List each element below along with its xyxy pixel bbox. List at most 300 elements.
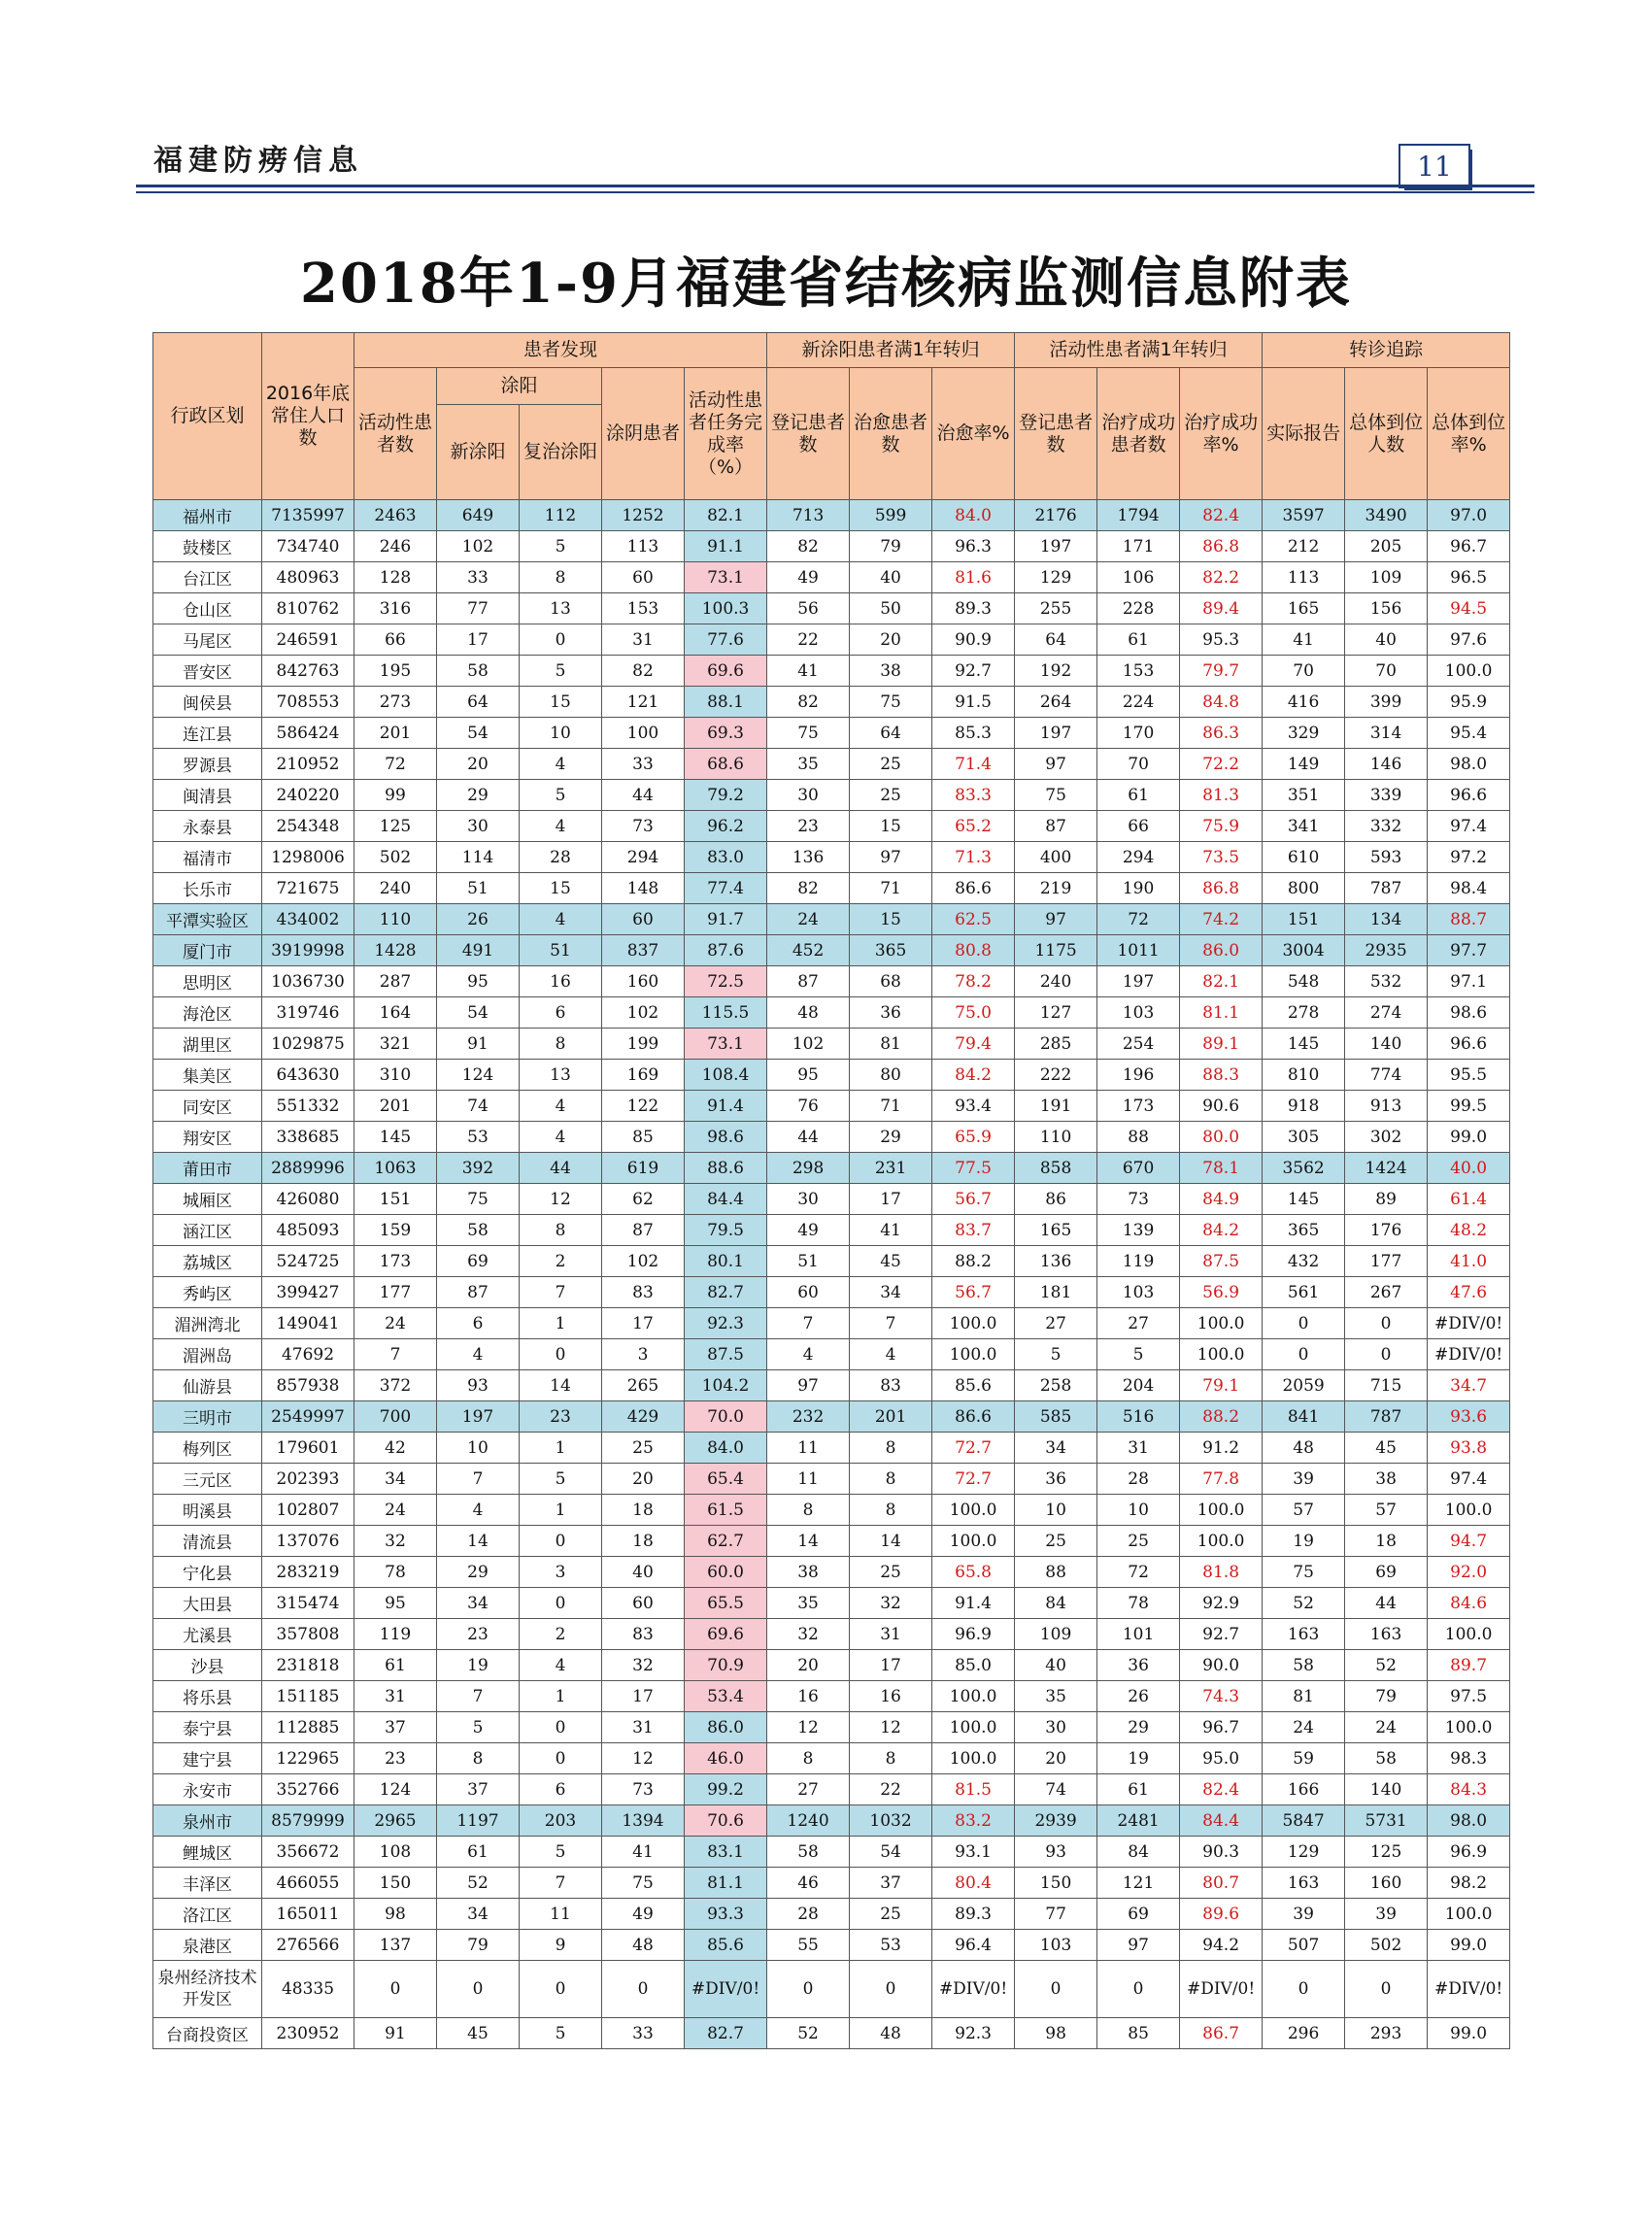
table-cell: 10 — [1097, 1495, 1180, 1526]
table-cell: 79.2 — [685, 780, 767, 811]
table-row — [153, 1712, 1510, 1743]
table-cell: 40 — [850, 562, 932, 593]
table-cell: 112885 — [262, 1712, 354, 1743]
table-cell: 191 — [1015, 1091, 1097, 1122]
table-cell: 86 — [1015, 1184, 1097, 1215]
publication-name: 福建防痨信息 — [153, 144, 363, 178]
table-cell: 1 — [520, 1495, 602, 1526]
table-cell: 75.0 — [932, 997, 1015, 1029]
table-cell: 196 — [1097, 1060, 1180, 1091]
table-cell: 24 — [1263, 1712, 1345, 1743]
table-cell: 82 — [602, 656, 685, 687]
table-row — [153, 1588, 1510, 1619]
table-cell: 74.3 — [1180, 1681, 1263, 1712]
table-cell: 23 — [437, 1619, 520, 1650]
table-cell: 30 — [437, 811, 520, 842]
table-cell: 74 — [437, 1091, 520, 1122]
table-cell: 38 — [1345, 1464, 1428, 1495]
table-cell: 8 — [437, 1743, 520, 1774]
table-cell: 82.7 — [685, 2018, 767, 2049]
table-cell: 452 — [767, 935, 850, 966]
table-cell: 98.6 — [685, 1122, 767, 1153]
table-cell: 53 — [437, 1122, 520, 1153]
table-row — [153, 1805, 1510, 1837]
table-cell: 61 — [437, 1837, 520, 1868]
region-name-cell: 连江县 — [153, 718, 262, 749]
table-cell: #DIV/0! — [932, 1961, 1015, 2018]
table-cell: 86.8 — [1180, 873, 1263, 904]
table-cell: 232 — [767, 1401, 850, 1433]
table-row — [153, 1029, 1510, 1060]
table-cell: 22 — [850, 1774, 932, 1805]
table-cell: 20 — [767, 1650, 850, 1681]
table-cell: 10 — [1015, 1495, 1097, 1526]
table-cell: 197 — [1015, 531, 1097, 562]
table-cell: 92.7 — [1180, 1619, 1263, 1650]
table-cell: 551332 — [262, 1091, 354, 1122]
table-cell: 75 — [602, 1868, 685, 1899]
table-cell: 92.7 — [932, 656, 1015, 687]
table-row — [153, 1091, 1510, 1122]
table-cell: 228 — [1097, 593, 1180, 624]
table-cell: 104.2 — [685, 1370, 767, 1401]
table-cell: 429 — [602, 1401, 685, 1433]
table-cell: 7 — [437, 1464, 520, 1495]
region-name-cell: 湄洲岛 — [153, 1339, 262, 1370]
table-cell: 48335 — [262, 1961, 354, 2018]
table-cell: 35 — [767, 749, 850, 780]
region-name-cell: 同安区 — [153, 1091, 262, 1122]
table-cell: 5 — [437, 1712, 520, 1743]
table-cell: 7 — [767, 1308, 850, 1339]
header-rule — [136, 185, 1534, 187]
table-row — [153, 811, 1510, 842]
table-cell: 29 — [437, 1557, 520, 1588]
table-cell: 84.8 — [1180, 687, 1263, 718]
col-rf-arrived: 总体到位人数 — [1345, 368, 1428, 500]
table-cell: 71.4 — [932, 749, 1015, 780]
table-cell: 81 — [850, 1029, 932, 1060]
col-active-patients: 活动性患者数 — [354, 368, 437, 500]
table-cell: 585 — [1015, 1401, 1097, 1433]
table-cell: 34.7 — [1428, 1370, 1510, 1401]
table-cell: 310 — [354, 1060, 437, 1091]
region-name-cell: 丰泽区 — [153, 1868, 262, 1899]
table-cell: 1 — [520, 1433, 602, 1464]
table-cell: 70.6 — [685, 1805, 767, 1837]
table-cell: 177 — [1345, 1246, 1428, 1277]
table-cell: 17 — [850, 1650, 932, 1681]
table-cell: 7 — [437, 1681, 520, 1712]
table-row — [153, 1401, 1510, 1433]
table-cell: 287 — [354, 966, 437, 997]
table-cell: 8 — [850, 1495, 932, 1526]
table-cell: 40 — [602, 1557, 685, 1588]
table-cell: 610 — [1263, 842, 1345, 873]
table-cell: 65.5 — [685, 1588, 767, 1619]
table-cell: 33 — [602, 749, 685, 780]
table-row — [153, 593, 1510, 624]
table-cell: 82.4 — [1180, 500, 1263, 531]
region-name-cell: 湖里区 — [153, 1029, 262, 1060]
table-cell: 254 — [1097, 1029, 1180, 1060]
table-cell: 136 — [1015, 1246, 1097, 1277]
table-cell: 173 — [354, 1246, 437, 1277]
region-name-cell: 福清市 — [153, 842, 262, 873]
table-cell: 4 — [520, 1650, 602, 1681]
table-cell: 8 — [767, 1743, 850, 1774]
table-cell: 80.8 — [932, 935, 1015, 966]
table-cell: 92.3 — [685, 1308, 767, 1339]
table-cell: 1794 — [1097, 500, 1180, 531]
table-cell: 30 — [767, 1184, 850, 1215]
table-row — [153, 1774, 1510, 1805]
table-cell: 48 — [602, 1930, 685, 1961]
table-cell: 79.5 — [685, 1215, 767, 1246]
table-cell: 721675 — [262, 873, 354, 904]
table-cell: 81.1 — [685, 1868, 767, 1899]
table-cell: 14 — [850, 1526, 932, 1557]
table-cell: 294 — [602, 842, 685, 873]
table-cell: 145 — [1263, 1029, 1345, 1060]
table-cell: 4 — [850, 1339, 932, 1370]
table-cell: 44 — [602, 780, 685, 811]
table-cell: 65.8 — [932, 1557, 1015, 1588]
table-cell: 128 — [354, 562, 437, 593]
col-new-positive: 新涂阳 — [437, 405, 520, 500]
table-cell: 96.6 — [1428, 1029, 1510, 1060]
table-cell: 199 — [602, 1029, 685, 1060]
table-cell: 97.0 — [1428, 500, 1510, 531]
table-cell: 23 — [520, 1401, 602, 1433]
table-cell: 48 — [850, 2018, 932, 2049]
table-cell: 47692 — [262, 1339, 354, 1370]
table-cell: 285 — [1015, 1029, 1097, 1060]
table-cell: 93 — [1015, 1837, 1097, 1868]
table-cell: 56.9 — [1180, 1277, 1263, 1308]
table-cell: 56.7 — [932, 1184, 1015, 1215]
table-cell: 12 — [520, 1184, 602, 1215]
table-cell: 34 — [437, 1899, 520, 1930]
table-cell: 69 — [1097, 1899, 1180, 1930]
table-cell: 149 — [1263, 749, 1345, 780]
table-row — [153, 1370, 1510, 1401]
table-cell: 365 — [1263, 1215, 1345, 1246]
table-cell: 79 — [1345, 1681, 1428, 1712]
region-name-cell: 泉州经济技术开发区 — [153, 1961, 262, 2018]
table-cell: 100.0 — [1428, 1619, 1510, 1650]
table-cell: 100.3 — [685, 593, 767, 624]
table-cell: 0 — [354, 1961, 437, 2018]
region-name-cell: 晋安区 — [153, 656, 262, 687]
table-cell: 150 — [1015, 1868, 1097, 1899]
table-cell: 25 — [602, 1433, 685, 1464]
table-row — [153, 842, 1510, 873]
table-cell: 121 — [1097, 1868, 1180, 1899]
table-cell: 100.0 — [1180, 1526, 1263, 1557]
table-cell: 54 — [437, 718, 520, 749]
table-cell: 98.4 — [1428, 873, 1510, 904]
table-cell: 37 — [354, 1712, 437, 1743]
table-cell: 25 — [850, 1557, 932, 1588]
table-row — [153, 873, 1510, 904]
table-cell: 75 — [1015, 780, 1097, 811]
table-cell: 0 — [602, 1961, 685, 2018]
table-cell: 61 — [1097, 1774, 1180, 1805]
table-cell: 81.5 — [932, 1774, 1015, 1805]
table-cell: 416 — [1263, 687, 1345, 718]
table-cell: 64 — [1015, 624, 1097, 656]
table-cell: 83 — [602, 1619, 685, 1650]
table-cell: 857938 — [262, 1370, 354, 1401]
table-row — [153, 1495, 1510, 1526]
table-cell: 99.2 — [685, 1774, 767, 1805]
table-cell: 1011 — [1097, 935, 1180, 966]
table-cell: 31 — [1097, 1433, 1180, 1464]
table-cell: 164 — [354, 997, 437, 1029]
table-cell: 83 — [602, 1277, 685, 1308]
table-cell: 0 — [1263, 1961, 1345, 2018]
table-row — [153, 656, 1510, 687]
table-cell: 15 — [850, 811, 932, 842]
table-cell: 264 — [1015, 687, 1097, 718]
table-cell: 97 — [1097, 1930, 1180, 1961]
table-cell: 2 — [520, 1246, 602, 1277]
table-cell: 77.4 — [685, 873, 767, 904]
table-cell: 56 — [767, 593, 850, 624]
table-cell: 54 — [437, 997, 520, 1029]
table-cell: 81 — [1263, 1681, 1345, 1712]
table-row — [153, 1308, 1510, 1339]
table-cell: 50 — [850, 593, 932, 624]
table-cell: 119 — [354, 1619, 437, 1650]
table-cell: 38 — [850, 656, 932, 687]
table-cell: 36 — [1097, 1650, 1180, 1681]
table-cell: 11 — [767, 1464, 850, 1495]
table-row — [153, 1184, 1510, 1215]
table-cell: 124 — [354, 1774, 437, 1805]
table-row — [153, 624, 1510, 656]
table-cell: 258 — [1015, 1370, 1097, 1401]
table-cell: 13 — [520, 593, 602, 624]
table-cell: 332 — [1345, 811, 1428, 842]
table-cell: 32 — [850, 1588, 932, 1619]
table-cell: 125 — [354, 811, 437, 842]
table-cell: 72 — [1097, 904, 1180, 935]
table-row — [153, 1526, 1510, 1557]
table-cell: 432 — [1263, 1246, 1345, 1277]
table-cell: 17 — [437, 624, 520, 656]
table-cell: 84.4 — [685, 1184, 767, 1215]
table-cell: 56.7 — [932, 1277, 1015, 1308]
table-row — [153, 1743, 1510, 1774]
table-cell: 2549997 — [262, 1401, 354, 1433]
col-region: 行政区划 — [153, 333, 262, 500]
table-cell: 74.2 — [1180, 904, 1263, 935]
table-cell: 95.9 — [1428, 687, 1510, 718]
table-cell: 32 — [767, 1619, 850, 1650]
table-cell: 204 — [1097, 1370, 1180, 1401]
table-cell: 85.0 — [932, 1650, 1015, 1681]
table-cell: 69 — [437, 1246, 520, 1277]
table-cell: 670 — [1097, 1153, 1180, 1184]
table-cell: 25 — [1015, 1526, 1097, 1557]
table-cell: 1029875 — [262, 1029, 354, 1060]
table-cell: 16 — [850, 1681, 932, 1712]
table-cell: 146 — [1345, 749, 1428, 780]
col-smear-positive: 涂阳 — [437, 368, 602, 405]
table-cell: 125 — [1345, 1837, 1428, 1868]
table-cell: 800 — [1263, 873, 1345, 904]
table-cell: 60 — [767, 1277, 850, 1308]
table-cell: 713 — [767, 500, 850, 531]
table-cell: 649 — [437, 500, 520, 531]
table-cell: 7 — [520, 1277, 602, 1308]
table-cell: 89 — [1345, 1184, 1428, 1215]
table-cell: 3919998 — [262, 935, 354, 966]
table-row — [153, 718, 1510, 749]
region-name-cell: 海沧区 — [153, 997, 262, 1029]
table-cell: 1240 — [767, 1805, 850, 1837]
group-active-outcome: 活动性患者满1年转归 — [1015, 333, 1263, 368]
table-cell: 8579999 — [262, 1805, 354, 1837]
table-cell: 48 — [1263, 1433, 1345, 1464]
table-cell: 91.4 — [685, 1091, 767, 1122]
table-cell: 109 — [1345, 562, 1428, 593]
table-cell: 98 — [354, 1899, 437, 1930]
col-np-cure-rate: 治愈率% — [932, 368, 1015, 500]
table-cell: 73 — [602, 1774, 685, 1805]
table-cell: 1428 — [354, 935, 437, 966]
table-cell: 3490 — [1345, 500, 1428, 531]
table-cell: 80 — [850, 1060, 932, 1091]
table-cell: 91.4 — [932, 1588, 1015, 1619]
table-cell: 93.8 — [1428, 1433, 1510, 1464]
table-cell: 98.0 — [1428, 749, 1510, 780]
table-cell: 60 — [602, 1588, 685, 1619]
region-name-cell: 洛江区 — [153, 1899, 262, 1930]
table-row — [153, 687, 1510, 718]
region-name-cell: 梅列区 — [153, 1433, 262, 1464]
table-cell: 31 — [354, 1681, 437, 1712]
table-cell: 84.0 — [685, 1433, 767, 1464]
table-cell: 1175 — [1015, 935, 1097, 966]
table-cell: 197 — [437, 1401, 520, 1433]
table-cell: 100.0 — [932, 1712, 1015, 1743]
region-name-cell: 宁化县 — [153, 1557, 262, 1588]
table-cell: 91.1 — [685, 531, 767, 562]
table-cell: 98.3 — [1428, 1743, 1510, 1774]
table-cell: 29 — [850, 1122, 932, 1153]
table-cell: 197 — [1015, 718, 1097, 749]
table-cell: 89.6 — [1180, 1899, 1263, 1930]
table-cell: 71.3 — [932, 842, 1015, 873]
table-cell: 165011 — [262, 1899, 354, 1930]
table-cell: 40 — [1345, 624, 1428, 656]
col-rf-reported: 实际报告 — [1263, 368, 1345, 500]
table-cell: 293 — [1345, 2018, 1428, 2049]
table-cell: 87.5 — [685, 1339, 767, 1370]
region-name-cell: 秀屿区 — [153, 1277, 262, 1308]
table-cell: 102 — [767, 1029, 850, 1060]
group-new-positive-outcome: 新涂阳患者满1年转归 — [767, 333, 1015, 368]
table-cell: 5 — [1097, 1339, 1180, 1370]
table-cell: 177 — [354, 1277, 437, 1308]
table-cell: 599 — [850, 500, 932, 531]
table-cell: 15 — [850, 904, 932, 935]
table-cell: 100.0 — [1428, 1495, 1510, 1526]
table-cell: 35 — [767, 1588, 850, 1619]
table-cell: 254348 — [262, 811, 354, 842]
table-cell: 69.6 — [685, 1619, 767, 1650]
table-cell: 100.0 — [1428, 1712, 1510, 1743]
table-cell: 53 — [850, 1930, 932, 1961]
table-cell: 399 — [1345, 687, 1428, 718]
table-cell: 918 — [1263, 1091, 1345, 1122]
region-name-cell: 涵江区 — [153, 1215, 262, 1246]
table-cell: 61.5 — [685, 1495, 767, 1526]
table-cell: 44 — [1345, 1588, 1428, 1619]
table-cell: 44 — [767, 1122, 850, 1153]
table-cell: 153 — [602, 593, 685, 624]
region-name-cell: 明溪县 — [153, 1495, 262, 1526]
table-cell: 1 — [520, 1308, 602, 1339]
region-name-cell: 荔城区 — [153, 1246, 262, 1277]
region-name-cell: 平潭实验区 — [153, 904, 262, 935]
table-cell: 28 — [520, 842, 602, 873]
table-cell: 19 — [1263, 1526, 1345, 1557]
table-cell: 18 — [1345, 1526, 1428, 1557]
table-cell: 24 — [354, 1308, 437, 1339]
table-cell: 195 — [354, 656, 437, 687]
table-cell: 524725 — [262, 1246, 354, 1277]
table-cell: 10 — [437, 1433, 520, 1464]
region-name-cell: 清流县 — [153, 1526, 262, 1557]
table-cell: 1298006 — [262, 842, 354, 873]
table-cell: 61 — [1097, 780, 1180, 811]
region-name-cell: 湄洲湾北 — [153, 1308, 262, 1339]
table-cell: 68 — [850, 966, 932, 997]
region-name-cell: 泉港区 — [153, 1930, 262, 1961]
table-cell: 28 — [1097, 1464, 1180, 1495]
table-cell: 202393 — [262, 1464, 354, 1495]
col-retreatment-positive: 复治涂阳 — [520, 405, 602, 500]
table-cell: 90.3 — [1180, 1837, 1263, 1868]
table-cell: 14 — [437, 1526, 520, 1557]
table-cell: 64 — [437, 687, 520, 718]
table-cell: 0 — [767, 1961, 850, 2018]
region-name-cell: 将乐县 — [153, 1681, 262, 1712]
table-cell: 6 — [520, 1774, 602, 1805]
table-cell: 90.6 — [1180, 1091, 1263, 1122]
region-name-cell: 台商投资区 — [153, 2018, 262, 2049]
table-cell: 73 — [602, 811, 685, 842]
table-cell: 72.5 — [685, 966, 767, 997]
table-cell: 88.6 — [685, 1153, 767, 1184]
table-cell: 84 — [1015, 1588, 1097, 1619]
region-name-cell: 永泰县 — [153, 811, 262, 842]
table-cell: 79 — [437, 1930, 520, 1961]
table-cell: 27 — [1097, 1308, 1180, 1339]
table-cell: 81.3 — [1180, 780, 1263, 811]
table-cell: 79.4 — [932, 1029, 1015, 1060]
table-cell: 5 — [1015, 1339, 1097, 1370]
table-cell: 708553 — [262, 687, 354, 718]
table-cell: 106 — [1097, 562, 1180, 593]
table-cell: 0 — [1345, 1961, 1428, 2018]
region-name-cell: 三元区 — [153, 1464, 262, 1495]
table-cell: 30 — [1015, 1712, 1097, 1743]
